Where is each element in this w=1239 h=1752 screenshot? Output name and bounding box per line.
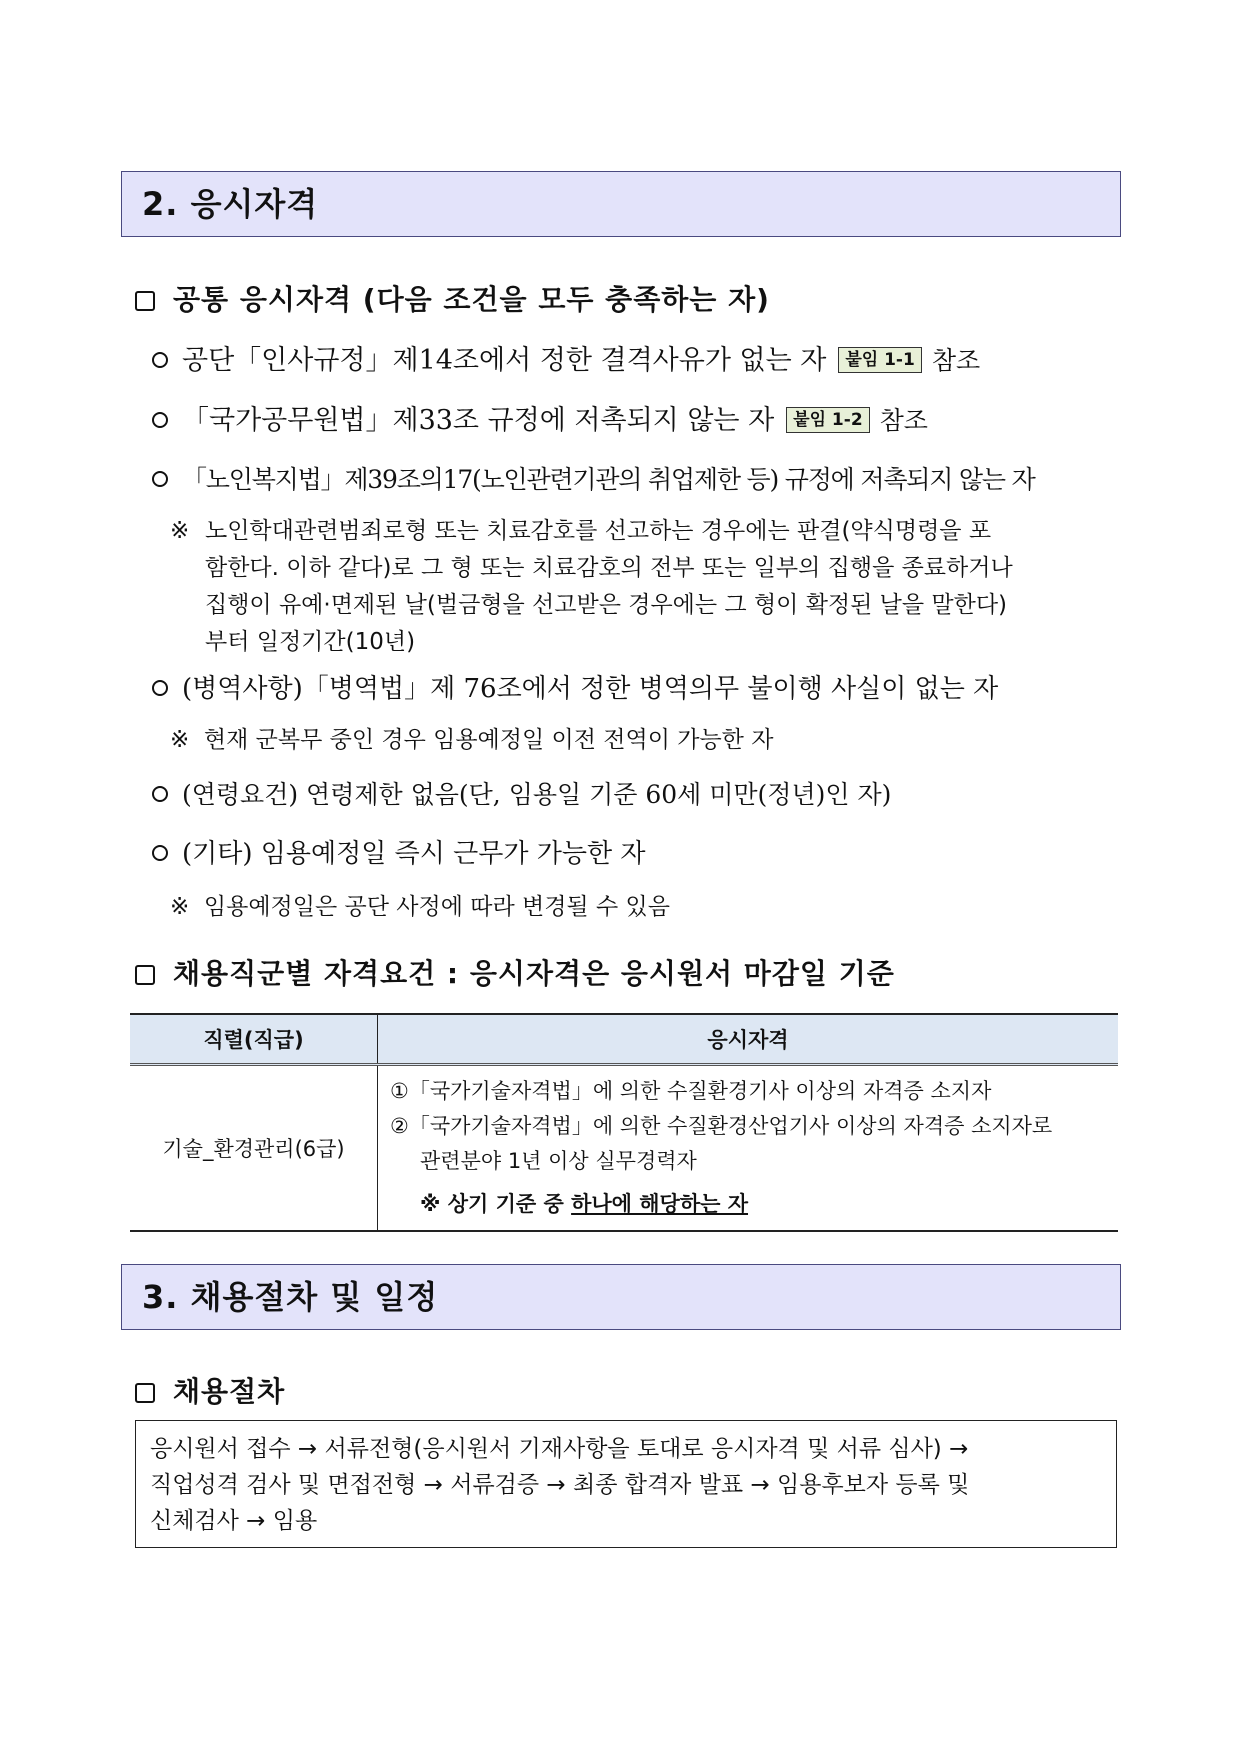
- list-item: [152, 398, 928, 437]
- procedure-line: 응시원서 접수 → 서류전형(응시원서 기재사항을 토대로 응시자격 및 서류 심사) →: [150, 1436, 969, 1462]
- procedure-heading-text: 채용절차: [173, 1375, 286, 1408]
- note-text: 현재 군복무 중인 경우 임용예정일 이전 전역이 가능한 자: [203, 727, 774, 753]
- job-heading-text: 채용직군별 자격요건 : 응시자격은 응시원서 마감일 기준: [173, 957, 895, 990]
- common-heading: [135, 278, 770, 318]
- checkbox-square-icon: [135, 291, 155, 311]
- table-row: [130, 1065, 1118, 1232]
- table-note: [390, 1187, 1106, 1222]
- note-mark: ※: [170, 727, 190, 753]
- item-text: (연령요건) 연령제한 없음(단, 임용일 기준 60세 미만(정년)인 자): [182, 780, 892, 809]
- note-line: 집행이 유예·면제된 날(벌금형을 선고받은 경우에는 그 형이 확정된 날을 말한다): [205, 592, 1008, 618]
- item-text: (병역사항)「병역법」제 76조에서 정한 병역의무 불이행 사실이 없는 자: [182, 674, 999, 704]
- circle-bullet-icon: [152, 786, 168, 802]
- checkbox-square-icon: [135, 965, 155, 985]
- procedure-line: 신체검사 → 임용: [150, 1508, 318, 1534]
- common-heading-text: 공통 응시자격 (다음 조건을 모두 충족하는 자): [173, 283, 770, 316]
- table-note-underlined: 하나에 해당하는 자: [571, 1192, 749, 1216]
- note-line: 부터 일정기간(10년): [205, 629, 416, 655]
- circle-bullet-icon: [152, 471, 168, 487]
- qualification-table: [130, 1013, 1118, 1232]
- attachment-tag: 붙임 1-2: [786, 407, 869, 433]
- table-header-row: [130, 1014, 1118, 1065]
- item-text: 「노인복지법」제39조의17(노인관련기관의 취업제한 등) 규정에 저촉되지 않는 자: [182, 465, 1035, 494]
- section-3-title: 3. 채용절차 및 일정: [121, 1264, 1121, 1330]
- item-text: 공단「인사규정」제14조에서 정한 결격사유가 없는 자: [182, 345, 827, 376]
- list-item: [152, 338, 980, 377]
- note-line: [170, 889, 670, 926]
- list-item: [152, 833, 645, 870]
- qualification-cell: [378, 1065, 1119, 1232]
- list-item: [152, 668, 998, 705]
- job-heading: [135, 952, 895, 992]
- checkbox-square-icon: [135, 1383, 155, 1403]
- circle-bullet-icon: [152, 680, 168, 696]
- circle-bullet-icon: [152, 845, 168, 861]
- column-header: 직렬(직급): [130, 1014, 378, 1065]
- circle-bullet-icon: [152, 352, 168, 368]
- item-text: 「국가공무원법」제33조 규정에 저촉되지 않는 자: [182, 405, 775, 436]
- column-header: 응시자격: [378, 1014, 1119, 1065]
- procedure-box: [135, 1420, 1117, 1548]
- attachment-tag: 붙임 1-1: [838, 347, 921, 373]
- note-mark: ※: [170, 518, 190, 544]
- note-mark: ※: [170, 894, 190, 920]
- list-item: [152, 775, 891, 811]
- qualification-line: 관련분야 1년 이상 실무경력자: [420, 1149, 697, 1173]
- note-line: 함한다. 이하 같다)로 그 형 또는 치료감호의 전부 또는 일부의 집행을 종료하거나: [205, 555, 1013, 581]
- qualification-line: ①「국가기술자격법」에 의한 수질환경기사 이상의 자격증 소지자: [390, 1079, 992, 1103]
- qualification-line: ②「국가기술자격법」에 의한 수질환경산업기사 이상의 자격증 소지자로: [390, 1114, 1053, 1138]
- circle-bullet-icon: [152, 412, 168, 428]
- note-line: 노인학대관련범죄로형 또는 치료감호를 선고하는 경우에는 판결(약식명령을 포: [205, 518, 992, 544]
- job-title-cell: 기술_환경관리(6급): [130, 1065, 378, 1232]
- reference-label: 참조: [931, 346, 981, 375]
- note-text: 임용예정일은 공단 사정에 따라 변경될 수 있음: [203, 894, 670, 920]
- note-line: [170, 722, 773, 759]
- procedure-heading: [135, 1370, 285, 1410]
- procedure-line: 직업성격 검사 및 면접전형 → 서류검증 → 최종 합격자 발표 → 임용후보자 등록 및: [150, 1472, 970, 1498]
- list-item: [152, 460, 1035, 496]
- section-2-title: 2. 응시자격: [121, 171, 1121, 237]
- reference-label: 참조: [879, 406, 928, 435]
- item-text: (기타) 임용예정일 즉시 근무가 가능한 자: [182, 839, 646, 869]
- table-note-prefix: ※ 상기 기준 중: [420, 1192, 572, 1216]
